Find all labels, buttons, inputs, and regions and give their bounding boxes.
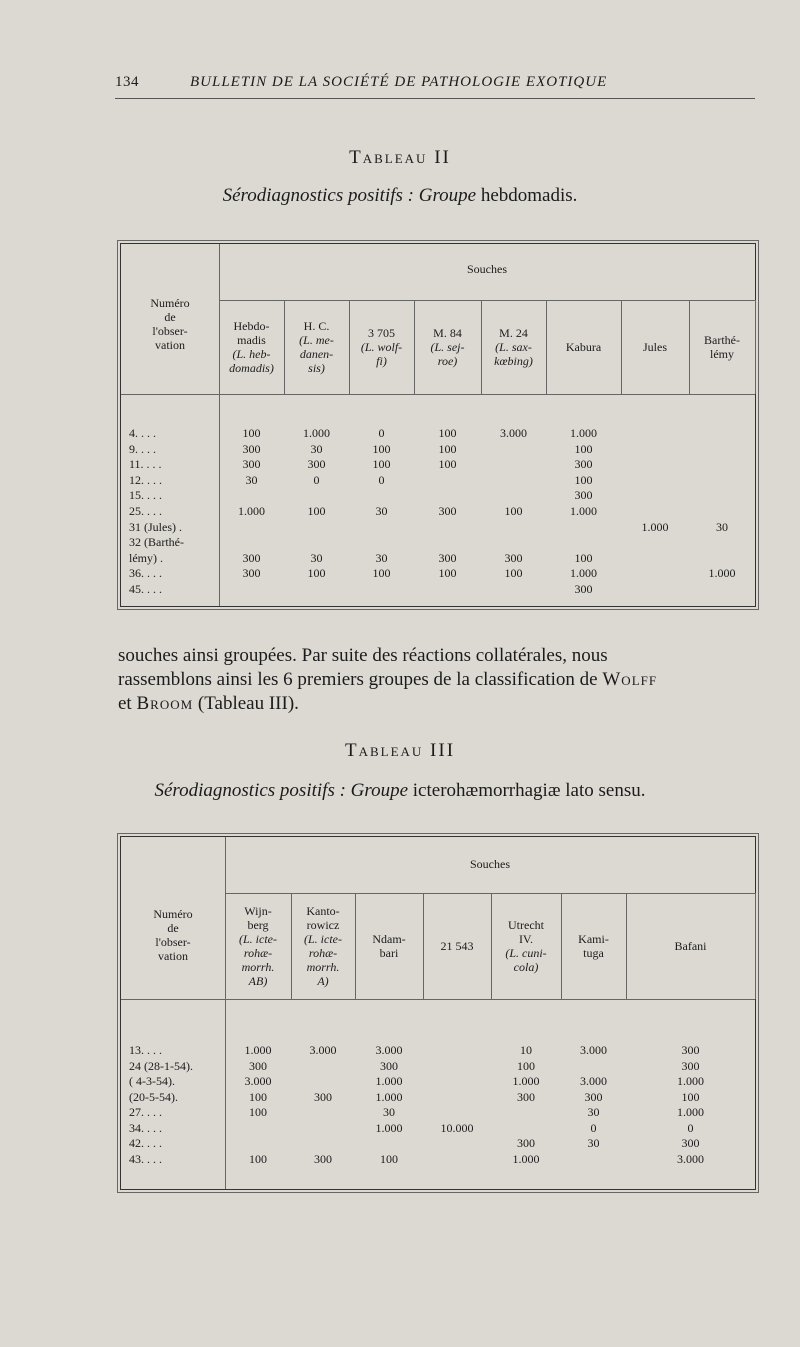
- journal-title: BULLETIN DE LA SOCIÉTÉ DE PATHOLOGIE EXOTIQUE: [190, 74, 608, 90]
- cell-value: 1.000: [677, 1105, 704, 1119]
- column-header-line: fi): [376, 354, 387, 368]
- cell-value: 100: [242, 426, 261, 440]
- cell-value: 300: [574, 582, 593, 596]
- cell-value: 100: [681, 1089, 700, 1104]
- cell-value: 30: [587, 1105, 600, 1119]
- row-label: 4. . . .: [129, 426, 156, 440]
- column-header-line: Barthé-: [704, 333, 740, 347]
- column-header-line: Utrecht: [508, 918, 544, 932]
- header-bottom-rule: [121, 394, 755, 395]
- cell-value: 300: [574, 457, 593, 472]
- cell-value: 300: [681, 1136, 700, 1150]
- column-header-line: M. 84: [433, 326, 462, 340]
- cell-value: 100: [372, 441, 391, 456]
- row-label: 32 (Barthé-: [129, 535, 184, 550]
- column-header-line: (L. cuni-: [505, 946, 547, 960]
- column-header-line: IV.: [518, 932, 534, 946]
- cell-value: 30: [245, 472, 258, 487]
- row-label: 15. . . .: [129, 488, 162, 503]
- column-header-line: Kabura: [565, 340, 602, 354]
- column-header-line: (L. sej-: [430, 340, 465, 354]
- cell-value: 0: [590, 1120, 597, 1135]
- cell-value: 300: [314, 1151, 332, 1166]
- cell-value: 300: [517, 1089, 535, 1104]
- header-bottom-rule: [121, 999, 755, 1000]
- row-label: (20-5-54).: [129, 1089, 178, 1104]
- row-header-line: l'obser-: [155, 935, 191, 949]
- column-header-line: morrh.: [241, 960, 275, 974]
- cell-value: 1.000: [512, 1151, 540, 1166]
- column-header-line: (L. me-: [299, 333, 334, 347]
- cell-value: 30: [375, 504, 388, 518]
- table2-title: Tableau II: [349, 147, 451, 168]
- row-label: 42. . . .: [129, 1136, 162, 1150]
- cell-value: 1.000: [570, 566, 597, 581]
- cell-value: 1.000: [708, 566, 736, 581]
- row-header-line: de: [167, 921, 179, 935]
- cell-value: 3.000: [580, 1074, 607, 1088]
- column-header-line: (L. wolf-: [360, 340, 403, 354]
- souches-header: Souches: [470, 857, 510, 871]
- row-label: 34. . . .: [129, 1120, 162, 1135]
- column-header-line: danen-: [299, 347, 334, 361]
- cell-value: 300: [681, 1058, 700, 1073]
- table2-subtitle: [0, 185, 800, 207]
- column-header-line: rohæ-: [308, 946, 338, 960]
- table3-subtitle-italic: Sérodiagnostics positifs : Groupe: [154, 780, 409, 801]
- cell-value: 1.000: [512, 1074, 540, 1088]
- paragraph-line-2: [118, 668, 758, 692]
- paragraph-line-2-text: rassemblons ainsi les 6 premiers groupes de la classification de: [118, 669, 598, 690]
- cell-value: 3.000: [677, 1151, 704, 1166]
- cell-value: 100: [574, 441, 593, 456]
- cell-value: 100: [372, 457, 391, 472]
- cell-value: 30: [310, 441, 323, 456]
- author-name-broom: Broom: [136, 693, 194, 714]
- cell-value: 100: [249, 1151, 267, 1166]
- column-header-line: (L. icte-: [304, 932, 342, 946]
- table3-subtitle: [0, 780, 800, 802]
- column-header-line: AB): [248, 974, 268, 988]
- cell-value: 30: [375, 550, 388, 565]
- row-label: 27. . . .: [129, 1105, 162, 1119]
- column-header-line: madis: [237, 333, 266, 347]
- column-divider: [755, 893, 756, 999]
- row-header-line: l'obser-: [152, 324, 188, 338]
- cell-value: 1.000: [238, 504, 265, 518]
- cell-value: 100: [504, 566, 523, 581]
- column-header-line: Bafani: [674, 939, 707, 953]
- cell-value: 300: [504, 550, 523, 565]
- row-label: 36. . . .: [129, 566, 162, 581]
- cell-value: 300: [307, 457, 326, 472]
- column-header-line: bari: [379, 946, 399, 960]
- row-label: 43. . . .: [129, 1151, 162, 1166]
- column-header-line: tuga: [583, 946, 604, 960]
- cell-value: 100: [307, 566, 326, 581]
- cell-value: 3.000: [500, 426, 527, 440]
- cell-value: 300: [574, 488, 593, 503]
- column-header-line: A): [317, 974, 329, 988]
- row-header-line: vation: [155, 338, 185, 352]
- cell-value: 1.000: [303, 426, 330, 440]
- row-label: 24 (28-1-54).: [129, 1058, 193, 1073]
- row-label: 45. . . .: [129, 582, 162, 596]
- row-label: lémy) .: [129, 550, 163, 565]
- cell-value: 0: [313, 472, 320, 487]
- cell-value: 3.000: [375, 1043, 403, 1057]
- body-paragraph: [118, 644, 758, 716]
- cell-value: 100: [504, 504, 523, 518]
- column-header-line: rohæ-: [243, 946, 273, 960]
- cell-value: 1.000: [375, 1074, 403, 1088]
- cell-value: 30: [383, 1105, 395, 1119]
- cell-value: 30: [310, 550, 323, 565]
- column-header-line: Jules: [643, 340, 667, 354]
- row-header-divider: [225, 837, 226, 1189]
- table2-subtitle-italic: Sérodiagnostics positifs : Groupe: [222, 185, 477, 206]
- cell-value: 300: [242, 566, 261, 581]
- row-label: 9. . . .: [129, 441, 156, 456]
- cell-value: 300: [242, 441, 261, 456]
- column-header-line: cola): [513, 960, 539, 974]
- row-header-line: Numéro: [153, 907, 193, 921]
- table2: [120, 243, 756, 607]
- column-header-line: morrh.: [306, 960, 340, 974]
- row-label: 13. . . .: [129, 1043, 162, 1057]
- cell-value: 100: [372, 566, 391, 581]
- row-label: 25. . . .: [129, 504, 162, 518]
- cell-value: 1.000: [375, 1089, 403, 1104]
- cell-value: 100: [249, 1089, 267, 1104]
- cell-value: 1.000: [570, 504, 597, 518]
- cell-value: 300: [242, 457, 261, 472]
- column-header-line: Wijn-: [244, 904, 272, 918]
- cell-value: 100: [438, 566, 457, 581]
- row-label: 11. . . .: [129, 457, 162, 472]
- table3: [120, 836, 756, 1190]
- cell-value: 1.000: [641, 519, 669, 534]
- cell-value: 1.000: [244, 1043, 272, 1057]
- column-header-line: (L. heb-: [232, 347, 271, 361]
- cell-value: 100: [249, 1105, 267, 1119]
- column-header-line: lémy: [710, 347, 734, 361]
- cell-value: 300: [681, 1043, 700, 1057]
- column-header-line: 21 543: [440, 939, 474, 953]
- column-header-line: H. C.: [303, 319, 330, 333]
- column-header-line: Kami-: [578, 932, 609, 946]
- column-header-line: roe): [437, 354, 458, 368]
- column-header-line: (L. icte-: [239, 932, 277, 946]
- page-number: 134: [115, 74, 139, 90]
- cell-value: 100: [438, 441, 457, 456]
- table3-title: Tableau III: [344, 740, 456, 761]
- cell-value: 300: [438, 504, 457, 518]
- cell-value: 100: [574, 550, 593, 565]
- row-label: 31 (Jules) .: [129, 519, 182, 534]
- cell-value: 100: [574, 472, 593, 487]
- cell-value: 300: [249, 1058, 267, 1073]
- column-header-line: berg: [247, 918, 269, 932]
- column-header-line: sis): [308, 361, 325, 375]
- cell-value: 300: [380, 1058, 398, 1073]
- column-header-line: domadis): [229, 361, 274, 375]
- cell-value: 10.000: [440, 1120, 474, 1135]
- column-divider: [755, 300, 756, 394]
- cell-value: 3.000: [244, 1074, 272, 1088]
- cell-value: 1.000: [570, 426, 597, 440]
- row-header-divider: [219, 244, 220, 606]
- cell-value: 100: [438, 457, 457, 472]
- cell-value: 3.000: [580, 1043, 607, 1057]
- cell-value: 100: [438, 426, 457, 440]
- row-header-line: de: [164, 310, 176, 324]
- cell-value: 0: [378, 472, 385, 487]
- cell-value: 100: [380, 1151, 398, 1166]
- column-header-line: M. 24: [499, 326, 528, 340]
- group-header-rule: [219, 300, 755, 301]
- column-header-line: 3 705: [368, 326, 395, 340]
- cell-value: 300: [584, 1089, 603, 1104]
- row-label: 12. . . .: [129, 472, 162, 487]
- cell-value: 300: [242, 550, 261, 565]
- table3-subtitle-roman: icterohæmorrhagiæ lato sensu.: [412, 780, 646, 801]
- column-header-line: Ndam-: [372, 932, 406, 946]
- paragraph-line-1: souches ainsi groupées. Par suite des réactions collatérales, nous: [118, 645, 608, 666]
- cell-value: 100: [517, 1058, 535, 1073]
- cell-value: 0: [378, 426, 385, 440]
- column-header-line: Kanto-: [306, 904, 340, 918]
- column-header-line: Hebdo-: [233, 319, 270, 333]
- cell-value: 100: [307, 504, 326, 518]
- column-header-line: rowicz: [306, 918, 340, 932]
- cell-value: 300: [517, 1136, 535, 1150]
- cell-value: 0: [687, 1120, 694, 1135]
- table2-subtitle-roman: hebdomadis.: [480, 185, 578, 206]
- cell-value: 30: [716, 519, 728, 534]
- cell-value: 30: [587, 1136, 600, 1150]
- running-header: [115, 72, 755, 99]
- row-label: ( 4-3-54).: [129, 1074, 175, 1088]
- column-header-line: kœbing): [494, 354, 533, 368]
- row-header-line: vation: [158, 949, 188, 963]
- author-name-wolff: Wolff: [602, 669, 658, 690]
- cell-value: 1.000: [677, 1074, 704, 1088]
- paragraph-line-3-text: et: [118, 693, 132, 714]
- cell-value: 1.000: [375, 1120, 403, 1135]
- paragraph-line-3-end: (Tableau III).: [197, 693, 299, 714]
- column-header-line: (L. sax-: [495, 340, 532, 354]
- cell-value: 10: [520, 1043, 532, 1057]
- group-header-rule: [225, 893, 755, 894]
- souches-header: Souches: [467, 262, 507, 276]
- row-header-line: Numéro: [150, 296, 190, 310]
- cell-value: 300: [438, 550, 457, 565]
- paragraph-line-3: [118, 692, 758, 716]
- cell-value: 300: [314, 1089, 332, 1104]
- cell-value: 3.000: [309, 1043, 337, 1057]
